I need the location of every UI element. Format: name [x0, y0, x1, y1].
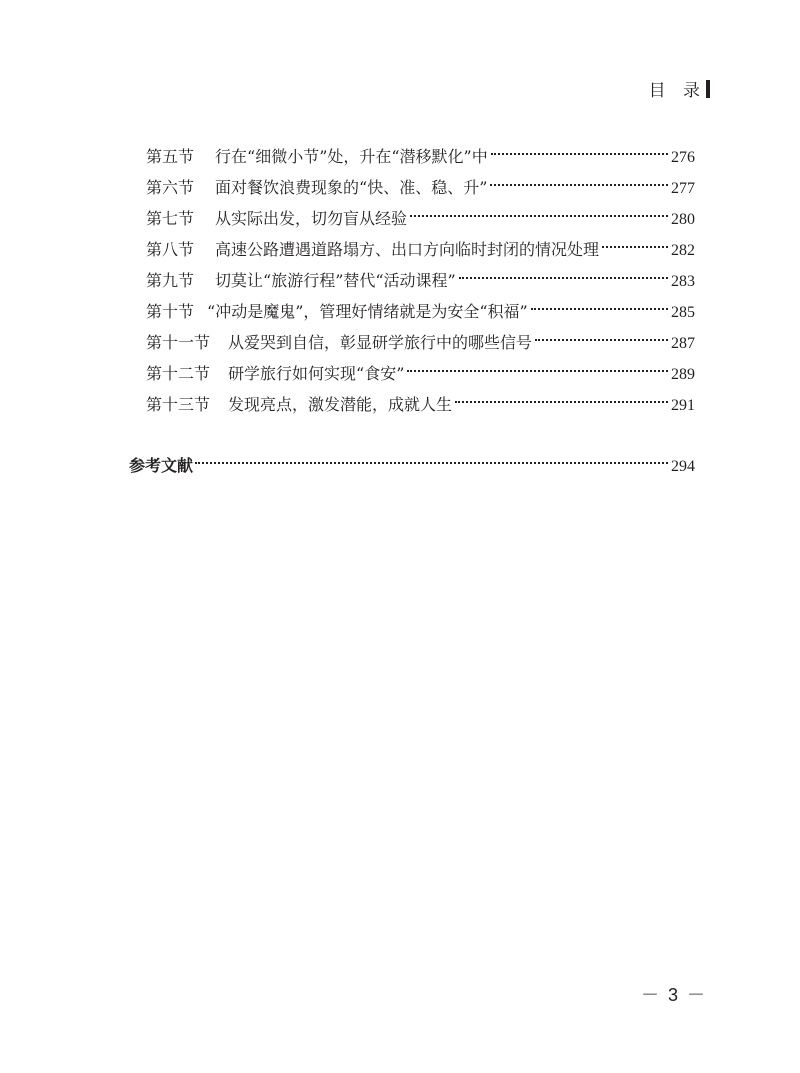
toc-leader-dots	[491, 138, 668, 162]
toc-leader-dots	[459, 262, 668, 286]
toc-title: 从实际出发，切勿盲从经验	[215, 209, 408, 228]
toc-entry[interactable]	[146, 262, 695, 290]
toc-page-number: 285	[671, 304, 695, 321]
toc-title: 面对餐饮浪费现象的“快、准、稳、升”	[215, 178, 488, 197]
toc-page-number: 289	[671, 366, 695, 383]
toc-leader-dots	[490, 169, 668, 193]
toc-page-number: 283	[671, 273, 695, 290]
toc-section-number: 第十二节	[146, 364, 211, 383]
toc-entry[interactable]	[146, 231, 695, 259]
toc-entry[interactable]	[146, 324, 695, 352]
toc-page-number: 287	[671, 335, 695, 352]
toc-entry[interactable]	[146, 293, 695, 321]
toc-leader-dots	[602, 231, 668, 255]
toc-entry[interactable]	[146, 200, 695, 228]
toc-leader-dots	[455, 386, 668, 410]
toc-page-number: 282	[671, 242, 695, 259]
toc-section-number: 第七节	[146, 209, 195, 228]
toc-leader-dots	[535, 324, 668, 348]
toc-page-number: 276	[671, 149, 695, 166]
toc-section-number: 第八节	[146, 240, 195, 259]
toc-title: 高速公路遭遇道路塌方、出口方向临时封闭的情况处理	[215, 240, 600, 259]
toc-section-number: 第十三节	[146, 395, 211, 414]
toc-title: 行在“细微小节”处，升在“潜移默化”中	[215, 147, 488, 166]
toc-title: 从爱哭到自信，彰显研学旅行中的哪些信号	[228, 333, 533, 352]
toc-section-number: 第五节	[146, 147, 195, 166]
running-head	[649, 76, 710, 101]
toc-section-number: 第六节	[146, 178, 195, 197]
toc-section-number: 第十一节	[146, 333, 211, 352]
toc-title: 研学旅行如何实现“食安”	[228, 364, 405, 383]
toc-page-number: 277	[671, 180, 695, 197]
toc-leader-dots	[531, 293, 668, 317]
toc-leader-dots	[407, 355, 668, 379]
running-head-text: 目 录	[648, 81, 706, 101]
running-head-bar	[706, 80, 710, 98]
toc-title: 发现亮点，激发潜能，成就人生	[228, 395, 453, 414]
toc-section-number: 第十节	[146, 302, 195, 321]
toc-references-entry[interactable]	[129, 447, 695, 475]
references-title: 参考文献	[129, 456, 194, 475]
references-page-number: 294	[671, 458, 695, 475]
toc-entry[interactable]	[146, 386, 695, 414]
page-number-footer: － 3 －	[640, 985, 707, 1005]
toc-leader-dots	[195, 447, 668, 471]
toc-page-number: 291	[671, 397, 695, 414]
toc-entry[interactable]	[146, 355, 695, 383]
toc-leader-dots	[410, 200, 668, 224]
toc-title: “冲动是魔鬼”，管理好情绪就是为安全“积福”	[207, 302, 528, 321]
toc-section-number: 第九节	[146, 271, 195, 290]
toc-entry[interactable]	[146, 138, 695, 166]
toc-page-number: 280	[671, 211, 695, 228]
toc-title: 切莫让“旅游行程”替代“活动课程”	[215, 271, 456, 290]
toc-entry[interactable]	[146, 169, 695, 197]
